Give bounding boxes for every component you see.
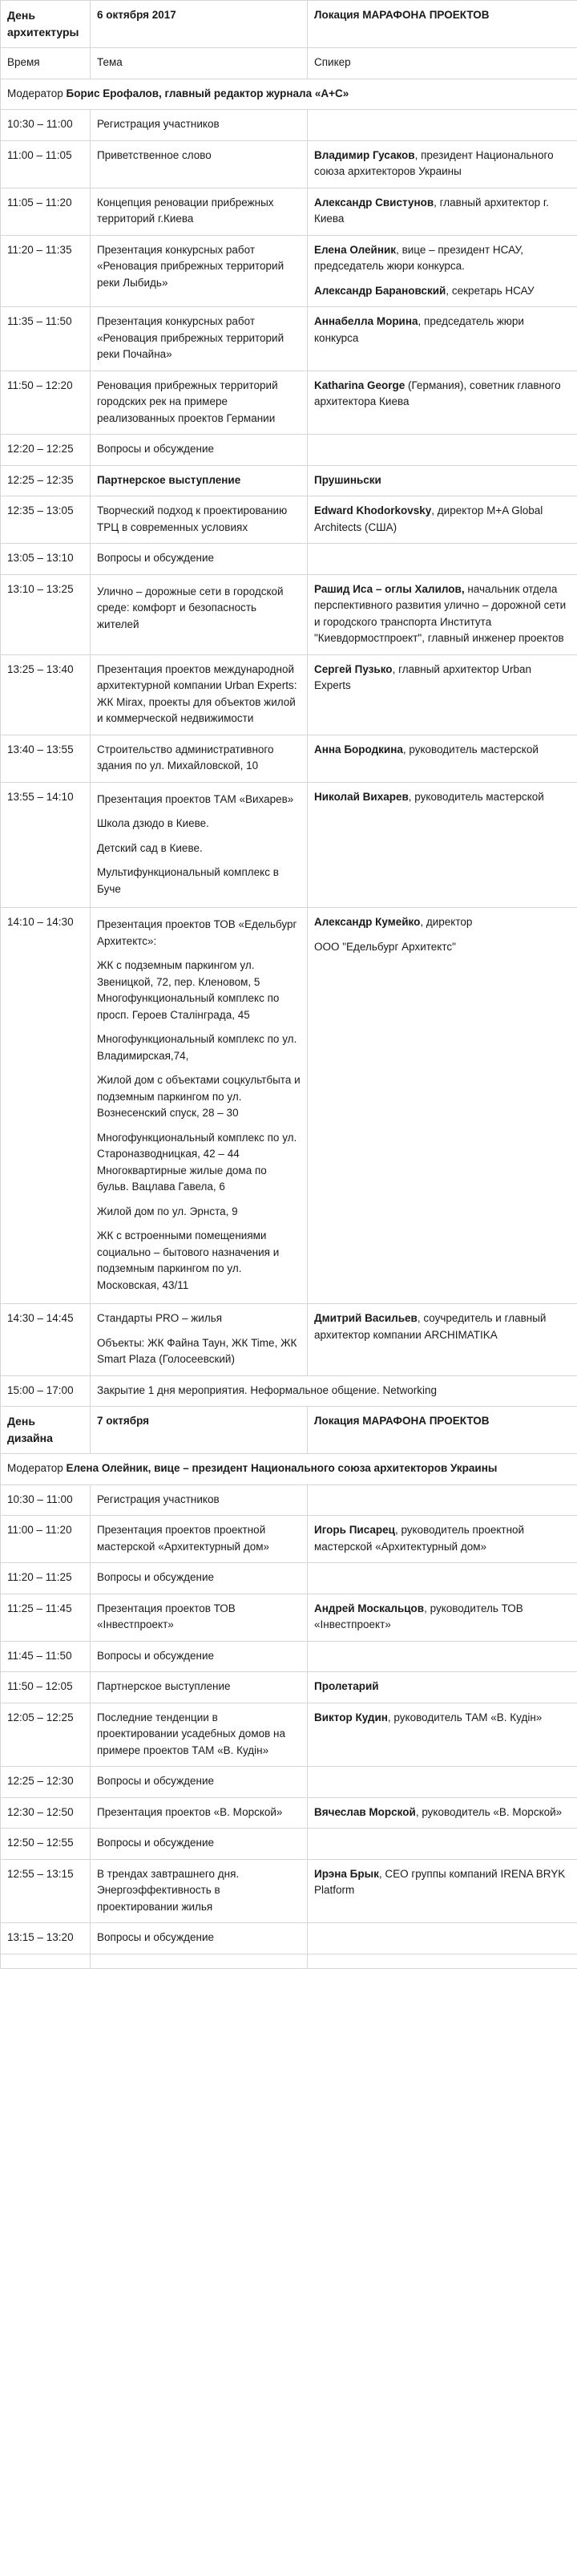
speaker-cell: [308, 140, 577, 188]
speaker-role: , руководитель ТАМ «В. Кудін»: [387, 1711, 543, 1723]
topic-text: Вопросы и обсуждение: [97, 1649, 214, 1662]
speaker-cell: [308, 188, 577, 235]
moderator-name: Елена Олейник, вице – президент Национального союза архитекторов Украины: [66, 1462, 498, 1474]
speaker-role: (Германия), советник главного архитектора Киева: [314, 379, 561, 407]
speaker-name: Пролетарий: [314, 1680, 379, 1692]
speaker-cell: [308, 908, 577, 1304]
schedule-row: [1, 782, 577, 908]
speaker-entry: [314, 914, 571, 931]
topic-text: Презентация конкурсных работ «Реновация прибрежных территорий реки Лыбидь»: [97, 243, 284, 289]
topic-text: Творческий подход к проектированию ТРЦ в современных условиях: [97, 504, 288, 533]
speaker-name: Андрей Москальцов: [314, 1602, 425, 1614]
speaker-entry: [314, 378, 571, 411]
topic-text: Школа дзюдо в Киеве.: [97, 817, 209, 829]
schedule-row: [1, 188, 577, 235]
day-title: День архитектуры: [1, 1, 91, 48]
topic-cell: [91, 1797, 308, 1829]
topic-text: Многофункциональный комплекс по ул. Владимирская,74,: [97, 1033, 297, 1062]
speaker-role: , соучредитель и главный архитектор компании ARCHIMATIKA: [314, 1312, 547, 1341]
topic-cell: [91, 307, 308, 371]
speaker-cell: [308, 307, 577, 371]
moderator-cell: [1, 1454, 577, 1485]
topic-text: Презентация проектов ТОВ «Едельбург Архитектс»:: [97, 918, 297, 947]
topic-text: Концепция реновации прибрежных территорий г.Киева: [97, 196, 274, 225]
speaker-name: Аннабелла Морина: [314, 315, 418, 327]
speaker-cell: [308, 1859, 577, 1923]
topic-cell: [91, 1594, 308, 1641]
speaker-cell: [308, 1304, 577, 1376]
speaker-role: , директор: [420, 916, 473, 928]
speaker-name: Игорь Писарец: [314, 1524, 395, 1536]
speaker-name: Елена Олейник: [314, 243, 397, 256]
schedule-row: [1, 496, 577, 544]
schedule-row: [1, 371, 577, 435]
moderator-label: Модератор: [7, 1462, 67, 1474]
speaker-entry: [314, 1804, 571, 1821]
topic-text: Объекты: ЖК Файна Таун, ЖК Time, ЖК Smart Plaza (Голосеевский): [97, 1336, 297, 1365]
speaker-entry: [314, 939, 571, 956]
speaker-name: Прушиньски: [314, 473, 381, 486]
time-cell: 12:55 – 13:15: [1, 1859, 91, 1923]
time-cell: 15:00 – 17:00: [1, 1375, 91, 1407]
topic-cell: [91, 371, 308, 435]
speaker-name: Александр Свистунов: [314, 196, 434, 209]
speaker-role: , руководитель ТОВ «Інвестпроект»: [314, 1602, 523, 1630]
speaker-name: Edward Khodorkovsky: [314, 504, 432, 516]
speaker-cell: [308, 1484, 577, 1516]
speaker-role: , CEO группы компаний IRENA BRYK Platform: [314, 1867, 566, 1896]
topic-text: Презентация проектов ТОВ «Інвестпроект»: [97, 1602, 236, 1630]
speaker-role: , президент Национального союза архитекторов Украины: [314, 148, 554, 177]
speaker-role: , председатель жюри конкурса: [314, 315, 524, 344]
topic-cell: [91, 1859, 308, 1923]
speaker-cell: [308, 1829, 577, 1860]
speaker-cell: [308, 1563, 577, 1594]
topic-text: Вопросы и обсуждение: [97, 1931, 214, 1943]
schedule-row: [1, 1859, 577, 1923]
time-cell: 13:15 – 13:20: [1, 1923, 91, 1954]
schedule-row: [1, 465, 577, 496]
topic-cell: [91, 1672, 308, 1703]
topic-text: Вопросы и обсуждение: [97, 1775, 214, 1787]
topic-cell: [91, 435, 308, 466]
topic-cell: [91, 1923, 308, 1954]
speaker-cell: [308, 371, 577, 435]
speaker-name: Katharina George: [314, 379, 406, 391]
column-time: Время: [1, 48, 91, 79]
schedule-row: [1, 1954, 577, 1968]
moderator-label: Модератор: [7, 87, 67, 99]
speaker-entry: [314, 1679, 571, 1695]
speaker-cell: [308, 735, 577, 782]
speaker-role: , руководитель мастерской: [402, 743, 539, 755]
topic-cell: [91, 188, 308, 235]
time-cell: 12:25 – 12:35: [1, 465, 91, 496]
schedule-row: [1, 654, 577, 735]
time-cell: 12:35 – 13:05: [1, 496, 91, 544]
time-cell: 11:50 – 12:20: [1, 371, 91, 435]
topic-text: Приветственное слово: [97, 148, 212, 161]
topic-cell: [91, 140, 308, 188]
speaker-cell: [308, 1767, 577, 1798]
time-cell: 13:25 – 13:40: [1, 654, 91, 735]
speaker-name: Александр Барановский: [314, 284, 446, 297]
speaker-cell: [308, 435, 577, 466]
topic-text: Закрытие 1 дня мероприятия. Неформальное общение. Networking: [97, 1383, 437, 1396]
topic-cell: [91, 1484, 308, 1516]
topic-cell: [91, 1516, 308, 1563]
topic-cell: [91, 1954, 308, 1968]
topic-text: Презентация проектов «В. Морской»: [97, 1805, 283, 1818]
speaker-cell: [308, 1594, 577, 1641]
time-cell: 11:25 – 11:45: [1, 1594, 91, 1641]
schedule-row: [1, 735, 577, 782]
speaker-entry: [314, 283, 571, 300]
time-cell: 13:10 – 13:25: [1, 574, 91, 654]
topic-text: Мультифункциональный комплекс в Буче: [97, 866, 279, 895]
speaker-name: Виктор Кудин: [314, 1711, 388, 1723]
speaker-entry: [314, 148, 571, 180]
time-cell: 12:05 – 12:25: [1, 1703, 91, 1767]
topic-text: Презентация проектов международной архитектурной компании Urban Experts: ЖК Mirax, проекты для объектов жилой и коммерческой недвижимости: [97, 662, 297, 724]
time-cell: 13:40 – 13:55: [1, 735, 91, 782]
speaker-name: Ирэна Брык: [314, 1867, 379, 1880]
speaker-role: , руководитель «В. Морской»: [415, 1805, 563, 1818]
time-cell: 12:20 – 12:25: [1, 435, 91, 466]
time-cell: 11:50 – 12:05: [1, 1672, 91, 1703]
time-cell: 13:55 – 14:10: [1, 782, 91, 908]
schedule-row: [1, 235, 577, 307]
column-topic: Тема: [91, 48, 308, 79]
time-cell: 11:20 – 11:25: [1, 1563, 91, 1594]
topic-text: Строительство административного здания по ул. Михайловской, 10: [97, 743, 274, 772]
topic-text: Партнерское выступление: [97, 473, 241, 486]
time-cell: 12:25 – 12:30: [1, 1767, 91, 1798]
schedule-row: [1, 1516, 577, 1563]
day-header-row: [1, 1, 577, 48]
speaker-cell: [308, 235, 577, 307]
speaker-role: начальник отдела перспективного развития улично – дорожной сети и городского транспорта Института "Киевдормостпроект", главный инженер проектов: [314, 582, 567, 644]
speaker-role: , секретарь НСАУ: [446, 284, 535, 297]
speaker-entry: [314, 742, 571, 759]
topic-cell: [91, 544, 308, 575]
topic-cell: [91, 1375, 577, 1407]
schedule-row: [1, 1767, 577, 1798]
topic-text: Вопросы и обсуждение: [97, 1837, 214, 1849]
speaker-entry: [314, 1522, 571, 1555]
speaker-cell: [308, 654, 577, 735]
topic-text: Улично – дорожные сети в городской среде: комфорт и безопасность жителей: [97, 585, 284, 630]
time-cell: 11:00 – 11:20: [1, 1516, 91, 1563]
speaker-role: , руководитель мастерской: [408, 790, 544, 803]
speaker-cell: [308, 496, 577, 544]
schedule-row: [1, 1672, 577, 1703]
column-header-row: [1, 48, 577, 79]
schedule-row: [1, 574, 577, 654]
speaker-cell: [308, 1672, 577, 1703]
topic-cell: [91, 1703, 308, 1767]
speaker-role: , руководитель проектной мастерской «Архитектурный дом»: [314, 1524, 525, 1553]
moderator-row: [1, 1454, 577, 1485]
speaker-entry: [314, 1601, 571, 1634]
time-cell: 11:45 – 11:50: [1, 1641, 91, 1672]
time-cell: 10:30 – 11:00: [1, 1484, 91, 1516]
topic-cell: [91, 1767, 308, 1798]
day-title: День дизайна: [1, 1407, 91, 1454]
moderator-cell: [1, 79, 577, 110]
topic-text: Вопросы и обсуждение: [97, 443, 214, 455]
speaker-cell: [308, 110, 577, 141]
topic-text: Жилой дом с объектами соцкультбыта и подземным паркингом по ул. Вознесенский спуск, 28 – 30: [97, 1074, 301, 1119]
schedule-row: [1, 140, 577, 188]
topic-cell: [91, 1829, 308, 1860]
time-cell: 13:05 – 13:10: [1, 544, 91, 575]
location-title: Локация МАРАФОНА ПРОЕКТОВ: [308, 1, 577, 48]
location-title: Локация МАРАФОНА ПРОЕКТОВ: [308, 1407, 577, 1454]
time-cell: 14:30 – 14:45: [1, 1304, 91, 1376]
schedule-row: [1, 1703, 577, 1767]
speaker-cell: [308, 544, 577, 575]
topic-text: Регистрация участников: [97, 1493, 220, 1505]
time-cell: 12:50 – 12:55: [1, 1829, 91, 1860]
schedule-row: [1, 1641, 577, 1672]
speaker-entry: [314, 314, 571, 346]
speaker-name: Владимир Гусаков: [314, 148, 415, 161]
topic-cell: [91, 908, 308, 1304]
speaker-cell: [308, 1797, 577, 1829]
topic-text: Вопросы и обсуждение: [97, 1571, 214, 1583]
time-cell: 14:10 – 14:30: [1, 908, 91, 1304]
schedule-row: [1, 544, 577, 575]
topic-text: Вопросы и обсуждение: [97, 552, 214, 564]
column-speaker: Спикер: [308, 48, 577, 79]
topic-text: Стандарты PRO – жилья: [97, 1312, 223, 1324]
speaker-entry: [314, 1310, 571, 1343]
speaker-cell: [308, 1954, 577, 1968]
time-cell: 11:05 – 11:20: [1, 188, 91, 235]
topic-cell: [91, 110, 308, 141]
time-cell: 11:00 – 11:05: [1, 140, 91, 188]
schedule-row: [1, 1923, 577, 1954]
speaker-name: Николай Вихарев: [314, 790, 409, 803]
topic-text: Детский сад в Киеве.: [97, 841, 203, 854]
day-date: 7 октября: [91, 1407, 308, 1454]
speaker-entry: [314, 1710, 571, 1727]
schedule-row: [1, 1484, 577, 1516]
speaker-cell: [308, 1516, 577, 1563]
topic-text: Партнерское выступление: [97, 1680, 231, 1692]
moderator-row: [1, 79, 577, 110]
schedule-row: [1, 1563, 577, 1594]
schedule-row: [1, 1797, 577, 1829]
time-cell: [1, 1954, 91, 1968]
speaker-name: Сергей Пузько: [314, 662, 393, 675]
speaker-cell: [308, 1923, 577, 1954]
speaker-role: , главный архитектор Urban Experts: [314, 662, 532, 691]
speaker-name: Дмитрий Васильев: [314, 1312, 418, 1324]
moderator-name: Борис Ерофалов, главный редактор журнала «А+С»: [66, 87, 349, 99]
speaker-entry: [314, 242, 571, 275]
topic-text: Презентация проектов проектной мастерской «Архитектурный дом»: [97, 1524, 270, 1553]
speaker-cell: [308, 1641, 577, 1672]
speaker-entry: [314, 789, 571, 806]
time-cell: 10:30 – 11:00: [1, 110, 91, 141]
speaker-name: Вячеслав Морской: [314, 1805, 416, 1818]
speaker-role: , вице – президент НСАУ, председатель жюри конкурса.: [314, 243, 524, 272]
topic-cell: [91, 1304, 308, 1376]
speaker-entry: [314, 581, 571, 647]
speaker-name: Анна Бородкина: [314, 743, 403, 755]
schedule-row: [1, 1375, 577, 1407]
schedule-row: [1, 307, 577, 371]
topic-text: Последние тенденции в проектировании усадебных домов на примере проектов ТАМ «В. Кудін»: [97, 1711, 285, 1756]
topic-text: Жилой дом по ул. Эрнста, 9: [97, 1205, 238, 1217]
speaker-cell: [308, 465, 577, 496]
topic-text: Реновация прибрежных территорий городских рек на примере реализованных проектов Германии: [97, 379, 278, 424]
topic-text: Презентация конкурсных работ «Реновация прибрежных территорий реки Почайна»: [97, 315, 284, 360]
schedule-row: [1, 908, 577, 1304]
speaker-entry: [314, 1866, 571, 1899]
speaker-cell: [308, 782, 577, 908]
speaker-cell: [308, 574, 577, 654]
topic-cell: [91, 465, 308, 496]
schedule-row: [1, 110, 577, 141]
topic-text: ЖК с встроенными помещениями социально – бытового назначения и подземным паркингом по ул. Московская, 43/11: [97, 1229, 280, 1291]
speaker-entry: [314, 195, 571, 228]
topic-text: Презентация проектов ТАМ «Вихарев»: [97, 792, 294, 805]
topic-cell: [91, 1563, 308, 1594]
topic-cell: [91, 782, 308, 908]
speaker-role: , главный архитектор г. Киева: [314, 196, 549, 225]
day-header-row: [1, 1407, 577, 1454]
speaker-role: ООО "Едельбург Архитектс": [314, 940, 456, 953]
topic-text: Регистрация участников: [97, 118, 220, 130]
speaker-role: , директор M+A Global Architects (США): [314, 504, 543, 533]
topic-cell: [91, 235, 308, 307]
speaker-name: Александр Кумейко: [314, 916, 421, 928]
speaker-entry: [314, 472, 571, 489]
topic-text: Многофункциональный комплекс по ул. Староназводницкая, 42 – 44 Многоквартирные жилые дома по бульв. Вацлава Гавела, 6: [97, 1131, 297, 1193]
day-date: 6 октября 2017: [91, 1, 308, 48]
topic-cell: [91, 574, 308, 654]
speaker-name: Рашид Иса – оглы Халилов,: [314, 582, 465, 595]
topic-text: ЖК с подземным паркингом ул. Звеницкой, 72, пер. Кленовом, 5 Многофункциональный комплекс по просп. Героев Сталінграда, 45: [97, 959, 280, 1021]
schedule-row: [1, 1304, 577, 1376]
speaker-cell: [308, 1703, 577, 1767]
topic-text: В трендах завтрашнего дня. Энергоэффективность в проектировании жилья: [97, 1867, 240, 1913]
topic-cell: [91, 735, 308, 782]
time-cell: 12:30 – 12:50: [1, 1797, 91, 1829]
schedule-row: [1, 435, 577, 466]
time-cell: 11:35 – 11:50: [1, 307, 91, 371]
topic-cell: [91, 496, 308, 544]
topic-cell: [91, 1641, 308, 1672]
topic-cell: [91, 654, 308, 735]
time-cell: 11:20 – 11:35: [1, 235, 91, 307]
speaker-entry: [314, 662, 571, 695]
schedule-body: [1, 1, 577, 1969]
schedule-row: [1, 1594, 577, 1641]
schedule-row: [1, 1829, 577, 1860]
speaker-entry: [314, 503, 571, 536]
